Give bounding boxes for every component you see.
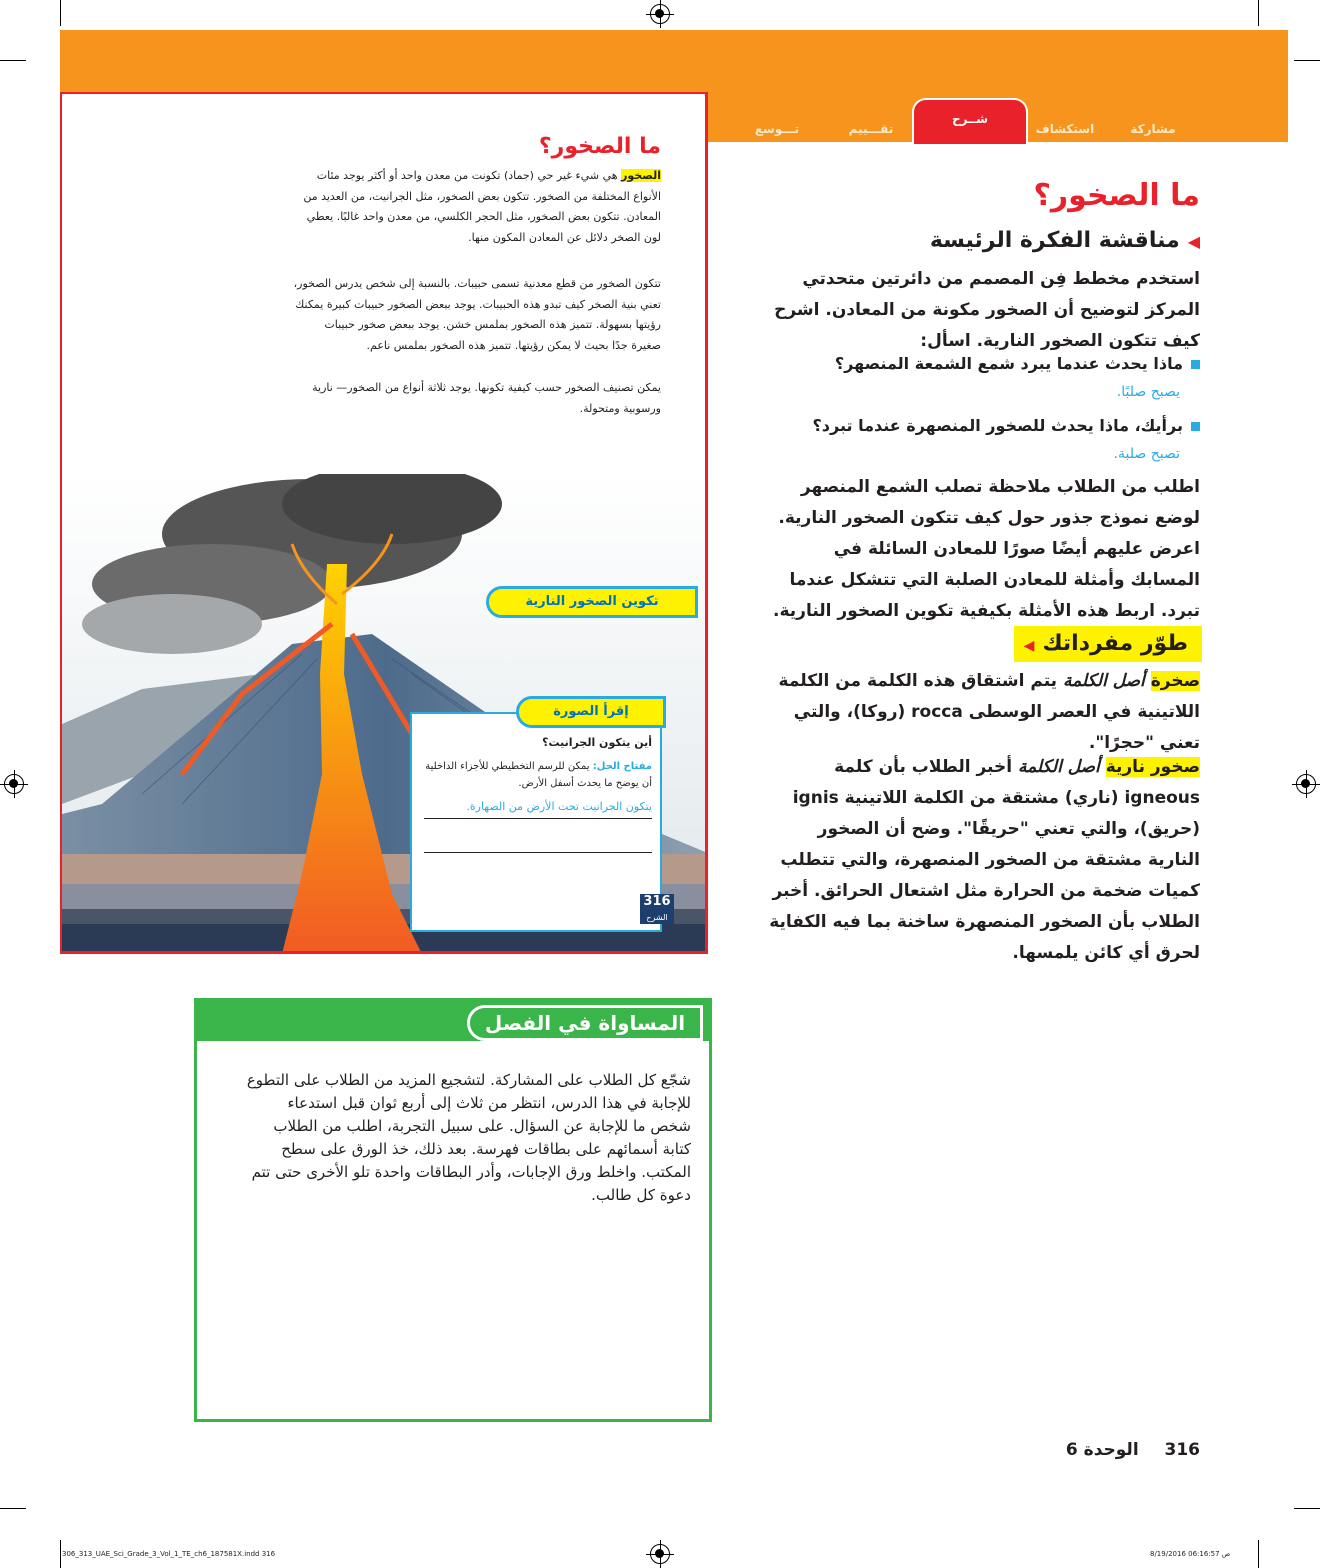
discuss-main-idea-heading: ◀مناقشة الفكرة الرئيسة — [929, 228, 1200, 253]
question-1: ماذا يحدث عندما يبرد شمع الشمعة المنصهر؟ — [760, 354, 1200, 373]
vocab-igneous-rock: صخور نارية أصل الكلمة أخبر الطلاب بأن كلمة igneous (ناري) مشتقة من الكلمة اللاتينية ignis (حريق)، والتي تعني "حريقًا". وضح أن الصخور النارية مشتقة من الصخور المنصهرة، والتي تتطلب كميات ضخمة من الحرارة مثل اشتعال الحرائق. أخبر الطلاب بأن الصخور المنصهرة ساخنة بما فيه الكفاية لحرق أي كائن يلمسها. — [769, 757, 1200, 963]
crop-mark — [0, 60, 26, 61]
triangle-left-icon: ◀ — [1187, 232, 1200, 251]
registration-mark-icon — [4, 774, 24, 794]
student-page-number: 316 الشرح — [640, 894, 674, 924]
discuss-paragraph: استخدم مخطط فِن المصمم من دائرتين متحدتي المركز لتوضيح أن الصخور مكونة من المعادن. اشرح كيف تتكون الصخور النارية. اسأل: — [774, 269, 1200, 351]
tab-extend[interactable]: تـــوسع — [754, 122, 800, 136]
triangle-left-icon: ◀ — [1023, 638, 1035, 654]
crop-mark — [1294, 1508, 1320, 1509]
vocab-term: صخرة — [1150, 671, 1200, 691]
student-page-title: ما الصخور؟ — [538, 134, 661, 159]
registration-mark-icon — [650, 4, 670, 24]
answer-line — [424, 852, 652, 853]
answer-line — [424, 818, 652, 819]
tab-explore[interactable]: استكشاف — [1035, 122, 1095, 136]
classroom-equity-text: شجّع كل الطلاب على المشاركة. لتشجيع المزيد من الطلاب على التطوع للإجابة في هذا الدرس، انتظر من ثلاث إلى أربع ثوان قبل استدعاء شخص ما للإجابة عن السؤال. على سبيل التجربة، اطلب من الطلاب كتابة أسمائهم على بطاقات فهرسة. بعد ذلك، خذ الورق على سطح المكتب. واخلط ورق الإجابات، وأدر البطاقات واحدة تلو الأخرى حتى تتم دعوة كل طالب. — [246, 1071, 691, 1204]
student-page-thumbnail — [60, 92, 708, 954]
file-date: 8/19/2016 06:16:57 ص — [1150, 1550, 1231, 1558]
crop-mark — [60, 1540, 61, 1568]
bullet-square-icon — [1191, 422, 1200, 431]
answer-2: تصبح صلبة. — [1113, 446, 1180, 462]
vocab-term: صخور نارية — [1105, 757, 1200, 777]
registration-mark-icon — [1296, 774, 1316, 794]
crop-mark — [1294, 60, 1320, 61]
page-number: 316 — [1164, 1440, 1200, 1460]
question-2: برأيك، ماذا يحدث للصخور المنصهرة عندما تبرد؟ — [760, 416, 1200, 435]
tab-explain[interactable]: شــرح — [912, 98, 1028, 144]
bullet-square-icon — [1191, 360, 1200, 369]
crop-mark — [1258, 0, 1259, 26]
student-page-paragraph: يمكن تصنيف الصخور حسب كيفية تكونها. يوجد ثلاثة أنواع من الصخور— نارية ورسوبية ومتحولة. — [312, 381, 661, 415]
page-footer — [1066, 1440, 1200, 1460]
registration-mark-icon — [650, 1544, 670, 1564]
tab-evaluate[interactable]: تقـــييم — [848, 122, 894, 136]
student-page-paragraph: تتكون الصخور من قطع معدنية تسمى حبيبات. بالنسبة إلى شخص يدرس الصخور، تعني بنية الصخر كيف تبدو هذه الحبيبات. يوجد ببعض الصخور حبيبات كبيرة يمكنك رؤيتها بسهولة. تتميز هذه الصخور بملمس خشن. يوجد ببعض صخور حبيبات صغيرة جدًا بحيث لا يمكن رؤيتها. تتميز هذه الصخور بملمس ناعم. — [293, 277, 661, 352]
igneous-formation-callout: تكوين الصخور النارية — [486, 586, 698, 618]
activity-paragraph: اطلب من الطلاب ملاحظة تصلب الشمع المنصهر لوضع نموذج جذور حول كيف تتكون الصخور النارية. اعرض عليهم أيضًا صورًا للمعادن السائلة في المسابك وأمثلة للمعادن الصلبة التي تتشكل عندما تبرد. اربط هذه الأمثلة بكيفية تكوين الصخور النارية. — [773, 477, 1200, 621]
crop-mark — [1258, 1540, 1259, 1568]
answer-1: يصبح صلبًا. — [1116, 384, 1180, 400]
file-slug: 306_313_UAE_Sci_Grade_3_Vol_1_TE_ch6_187581X.indd 316 — [62, 1550, 276, 1558]
classroom-equity-box — [194, 998, 712, 1422]
read-answer: يتكون الجرانيت تحت الأرض من الصهارة. — [466, 800, 652, 813]
vocab-rock: صخرة أصل الكلمة يتم اشتقاق هذه الكلمة من الكلمة اللاتينية في العصر الوسطى rocca (روكا)، والتي تعني "حجرًا". — [778, 671, 1200, 753]
read-key: مفتاح الحل: يمكن للرسم التخطيطي للأجزاء الداخلية أن يوضح ما يحدث أسفل الأرض. — [425, 761, 652, 789]
develop-vocabulary-heading: طوّر مفرداتك◀ — [1014, 626, 1202, 662]
crop-mark — [0, 1508, 26, 1509]
read-question: أين يتكون الجرانيت؟ — [542, 736, 652, 749]
classroom-equity-heading: المساواة في الفصل — [467, 1005, 703, 1041]
unit-label: الوحدة 6 — [1065, 1440, 1139, 1460]
crop-mark — [60, 0, 61, 26]
tab-engage[interactable]: مشاركة — [1130, 122, 1176, 136]
student-page-paragraph: الصخور هي شيء غير حي (جماد) تكونت من معدن واحد أو أكثر يوجد مئات الأنواع المختلفة من الصخور. تتكون بعض الصخور، مثل الجرانيت، من العديد من المعادن. تتكون بعض الصخور، مثل الحجر الكلسي، من معدن واحد غالبًا. يعطي لون الصخر دلائل عن المعادن المكون منها. — [303, 169, 661, 244]
read-the-picture-box — [410, 704, 662, 932]
keyword-highlight: الصخور — [621, 169, 661, 182]
page-title: ما الصخور؟ — [1033, 178, 1200, 213]
read-the-picture-heading: إقرأ الصورة — [516, 696, 666, 728]
